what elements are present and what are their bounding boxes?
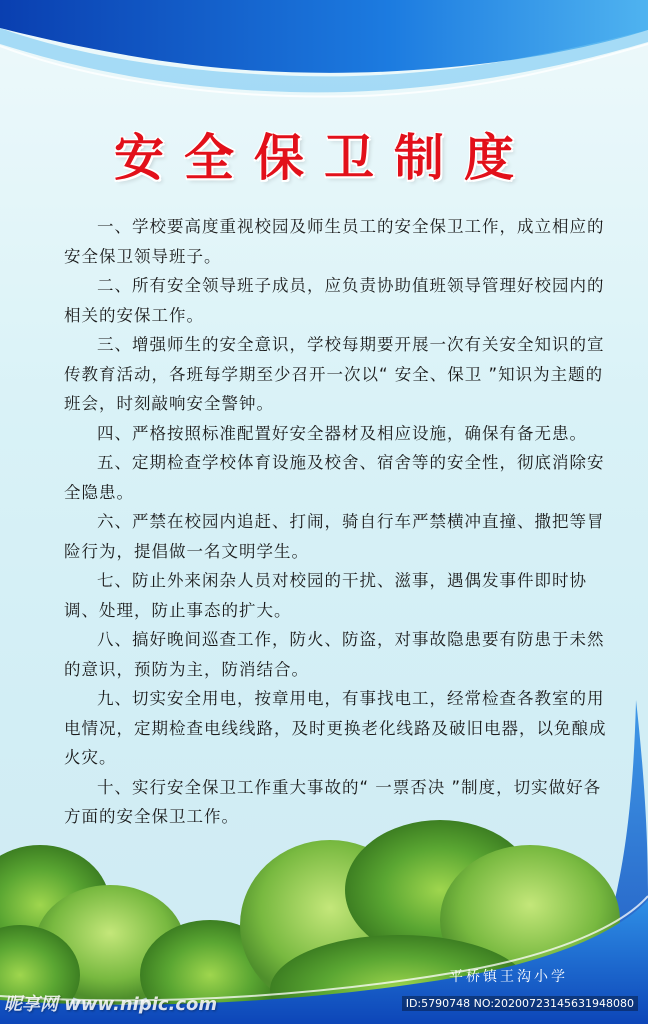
rule-item: 五、定期检查学校体育设施及校舍、宿舍等的安全性，彻底消除安全隐患。 — [64, 453, 605, 502]
rule-item: 七、防止外来闲杂人员对校园的干扰、滋事，遇偶发事件即时协调、处理，防止事态的扩大。 — [64, 571, 587, 620]
rule-item: 二、所有安全领导班子成员，应负责协助值班领导管理好校园内的相关的安保工作。 — [64, 276, 605, 325]
rule-item: 三、增强师生的安全意识，学校每期要开展一次有关安全知识的宣传教育活动，各班每学期至少召开一次以“ 安全、保卫 ”知识为主题的班会，时刻敲响安全警钟。 — [64, 335, 605, 413]
rules-list — [64, 212, 614, 832]
rule-item: 一、学校要高度重视校园及师生员工的安全保卫工作，成立相应的安全保卫领导班子。 — [64, 217, 605, 266]
rule-item: 六、严禁在校园内追赶、打闹，骑自行车严禁横冲直撞、撒把等冒险行为，提倡做一名文明学生。 — [64, 512, 605, 561]
page-title: 安全保卫制度 — [114, 128, 534, 187]
watermark: 昵享网 www.nipic.com — [4, 994, 218, 1015]
rule-item: 四、严格按照标准配置好安全器材及相应设施，确保有备无患。 — [97, 423, 587, 443]
rule-item: 八、搞好晚间巡查工作，防火、防盗，对事故隐患要有防患于未然的意识，预防为主，防消结合。 — [64, 630, 605, 679]
rule-item: 九、切实安全用电，按章用电，有事找电工，经常检查各教室的用电情况，定期检查电线线路，及时更换老化线路及破旧电器，以免酿成火灾。 — [64, 689, 607, 767]
image-id: ID:5790748 NO:20200723145631948080 — [402, 996, 638, 1011]
school-name: 平桥镇王沟小学 — [449, 969, 568, 985]
rule-item: 十、实行安全保卫工作重大事故的“ 一票否决 ”制度，切实做好各方面的安全保卫工作。 — [64, 777, 602, 826]
